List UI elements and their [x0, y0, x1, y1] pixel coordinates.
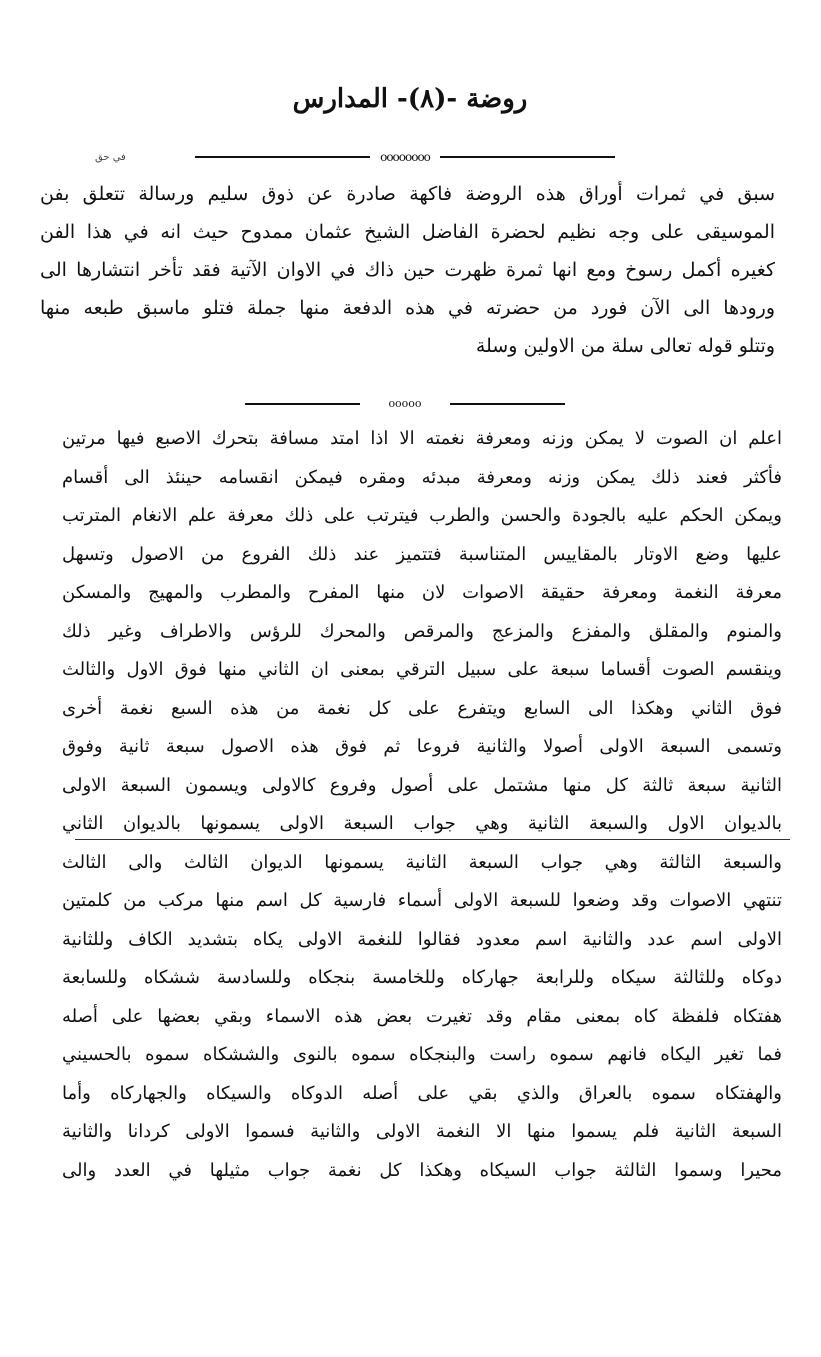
body-paragraph	[62, 420, 782, 1190]
intro-line: كغيره أكمل رسوخ ومع انها ثمرة ظهرت حين ذاك في الاوان الآتية فقد تأخر انتشارها الى	[40, 259, 775, 281]
body-line: دوكاه وللثالثة سيكاه وللرابعة جهاركاه وللخامسة بنجكاه وللسادسة ششكاه وللسابعة	[62, 967, 782, 988]
rule-line-left	[195, 156, 370, 158]
body-line: الاولى اسم عدد والثانية اسم معدود فقالوا للنغمة الاولى يكاه بتشديد الكاف وللثانية	[62, 928, 782, 950]
marginal-note: في حق	[95, 152, 126, 163]
body-line: فما تغير اليكاه فانهم سموه راست والبنجكاه سموه بالنوى والششكاه سموه بالحسيني	[62, 1044, 782, 1065]
intro-line: سبق في ثمرات أوراق هذه الروضة فاكهة صادرة عن ذوق سليم ورسالة تتعلق بفن	[40, 183, 775, 205]
page-header	[200, 84, 620, 124]
intro-line: ورودها الى الآن فورد من حضرته في هذه الدفعة منها جملة فتلو ماسبق طبعه منها	[40, 297, 775, 319]
body-line: فأكثر فعند ذلك يمكن وزنه ومعرفة مبدئه ومقره فيمكن انقسامه حينئذ الى أقسام	[62, 466, 782, 488]
divider-line-left	[245, 403, 360, 405]
intro-paragraph	[40, 175, 775, 365]
body-line: والمنوم والمقلق والمفزع والمزعج والمرقص والمحرك للرؤس والاطراف وغير ذلك	[62, 620, 782, 642]
rule-line-right	[440, 156, 615, 158]
header-ornamental-rule	[195, 150, 615, 164]
body-line: معرفة النغمة ومعرفة حقيقة الاصوات لان منها المفرح والمطرب والمهيج والمسكن	[62, 582, 782, 603]
body-line: والهفتكاه سموه بالعراق والذي بقي على أصله الدوكاه والسيكاه والجهاركاه وأما	[62, 1082, 782, 1104]
body-line: السبعة الثانية فلم يسموا منها الا النغمة الاولى والثانية فسموا الاولى كردانا والثانية	[62, 1121, 782, 1142]
body-line: ويمكن الحكم عليه بالجودة والحسن والطرب فيترتب على ذلك معرفة علم الانغام المترتب	[62, 505, 782, 526]
page-title: روضة -(٨)- المدارس	[292, 84, 528, 114]
section-divider	[245, 398, 565, 410]
body-line: هفتكاه فلفظة كاه بمعنى مقام وقد تغيرت بعض هذه الاسماء وبقي بعضها على أصله	[62, 1005, 782, 1027]
body-line: اعلم ان الصوت لا يمكن وزنه ومعرفة نغمته الا اذا امتد مسافة بتحرك الاصبع فيها مرتين	[62, 428, 782, 449]
divider-ornament: ooooo	[388, 397, 422, 410]
intro-line: وتتلو قوله تعالى سلة من الاولين وسلة	[475, 335, 775, 357]
body-line: فوق الثاني وهكذا الى السابع ويتفرع على كل نغمة من هذه السبع نغمة أخرى	[62, 697, 782, 719]
body-line: الثانية سبعة ثالثة كل منها مشتمل على أصول وفروع كالاولى ويسمون السبعة الاولى	[62, 774, 782, 796]
rule-ornament-dots: oooooooo	[380, 150, 430, 164]
body-line: عليها وضع الاوتار بالمقاييس المتناسبة فتتميز عند ذلك الفروع من الاصول وتسهل	[62, 543, 782, 565]
body-line: تنتهي الاصوات وقد وضعوا للسبعة الاولى أسماء فارسية كل اسم منها مركب من كلمتين	[62, 890, 782, 911]
body-line: وينقسم الصوت أقساما سبعة على سبيل الترقي بمعنى ان الثاني منها فوق الاول والثالث	[62, 659, 782, 680]
body-line: وتسمى السبعة الاولى أصولا والثانية فروعا ثم فوق هذه الاصول سبعة ثانية وفوق	[62, 736, 782, 757]
body-line: بالديوان الاول والسبعة الثانية وهي جواب السبعة الاولى يسمونها بالديوان الثاني	[62, 813, 782, 834]
body-line: محيرا وسموا الثالثة جواب السيكاه وهكذا كل نغمة جواب مثيلها في العدد والى	[62, 1159, 782, 1181]
divider-line-right	[450, 403, 565, 405]
intro-line: الموسيقى على وجه نظيم لحضرة الفاضل الشيخ عثمان ممدوح حيث انه في هذا الفن	[40, 221, 775, 243]
body-line: والسبعة الثالثة وهي جواب السبعة الثانية يسمونها الديوان الثالث والى الثالث	[62, 851, 782, 873]
